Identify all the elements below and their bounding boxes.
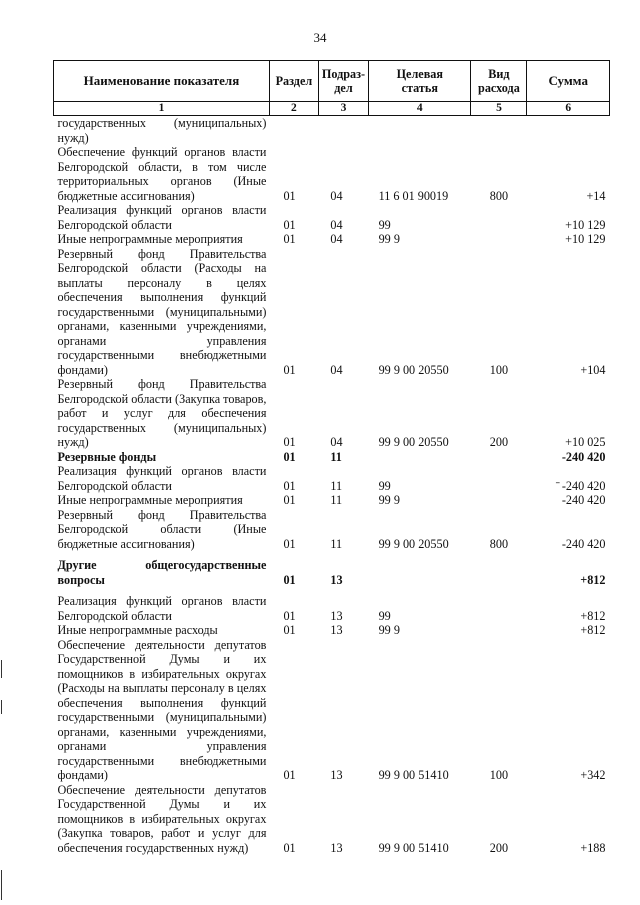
row-razdel: 01 bbox=[283, 572, 296, 587]
header-summa: Сумма bbox=[527, 61, 610, 102]
header-podrazdel: Подраз- дел bbox=[318, 61, 368, 102]
row-summa: +10 025 bbox=[565, 435, 606, 449]
table-row bbox=[54, 377, 610, 450]
row-vid bbox=[471, 464, 527, 493]
row-podrazdel: 04 bbox=[330, 435, 343, 449]
row-razdel: 01 bbox=[283, 362, 296, 377]
row-name: Обеспечение деятельности депутатов Государственной Думы и их помощников в избирательных округах (Расходы на выплаты персоналу в целях обеспечения выполнения функций государственными (муниципальными) органами, казенными учреждениями, органами управления государственными внебюджетными фондами) bbox=[57, 637, 267, 782]
row-razdel: 01 bbox=[283, 232, 296, 246]
row-name: Иные непрограммные мероприятия bbox=[57, 493, 243, 507]
row-summa: +812 bbox=[580, 572, 606, 587]
scan-edge-mark bbox=[1, 660, 2, 678]
row-razdel: 01 bbox=[283, 217, 296, 232]
row-celevaya: 99 9 00 20550 bbox=[378, 536, 449, 551]
column-number: 2 bbox=[269, 102, 318, 116]
row-celevaya: 99 9 00 51410 bbox=[378, 840, 449, 855]
budget-table bbox=[53, 60, 610, 855]
row-vid: 200 bbox=[489, 840, 509, 855]
row-celevaya: 99 9 00 20550 bbox=[378, 435, 449, 449]
row-podrazdel: 13 bbox=[330, 768, 343, 782]
row-summa: -240 420 bbox=[561, 536, 606, 551]
row-podrazdel: 13 bbox=[330, 572, 343, 587]
row-razdel: 01 bbox=[283, 188, 296, 203]
column-number: 4 bbox=[369, 102, 471, 116]
row-vid: 800 bbox=[489, 536, 509, 551]
row-razdel: 01 bbox=[283, 536, 296, 551]
row-name: государственных (муниципальных) нужд) bbox=[57, 116, 267, 145]
column-number: 6 bbox=[527, 102, 610, 116]
row-summa: +342 bbox=[580, 768, 606, 782]
row-vid bbox=[471, 203, 527, 232]
row-razdel: 01 bbox=[283, 478, 296, 493]
row-name: Резервный фонд Правительства Белгородской области (Закупка товаров, работ и услуг для обеспечения государственных (муниципальных) нужд) bbox=[57, 377, 267, 449]
row-vid bbox=[471, 450, 527, 465]
row-podrazdel: 13 bbox=[330, 840, 343, 855]
table-row bbox=[54, 551, 610, 587]
row-name: Иные непрограммные мероприятия bbox=[57, 232, 243, 246]
row-razdel: 01 bbox=[283, 449, 296, 464]
row-celevaya: 99 9 bbox=[378, 493, 400, 507]
row-name: Резервные фонды bbox=[57, 449, 157, 464]
row-summa-value: -240 420 bbox=[561, 478, 606, 493]
row-vid bbox=[471, 116, 527, 146]
header-razdel: Раздел bbox=[269, 61, 318, 102]
table-row bbox=[54, 450, 610, 465]
row-summa: +812 bbox=[580, 608, 606, 623]
row-name: Обеспечение деятельности депутатов Государственной Думы и их помощников в избирательных округах (Закупка товаров, работ и услуг для обеспечения государственных нужд) bbox=[57, 782, 267, 855]
row-razdel: 01 bbox=[283, 768, 296, 782]
table-row bbox=[54, 232, 610, 247]
header-name: Наименование показателя bbox=[54, 61, 270, 102]
row-celevaya: 99 bbox=[378, 217, 391, 232]
row-vid: 100 bbox=[489, 768, 509, 782]
row-vid: 200 bbox=[489, 435, 509, 449]
row-summa: +10 129 bbox=[565, 217, 606, 232]
row-celevaya bbox=[369, 551, 471, 587]
row-summa: -240 420 bbox=[561, 493, 606, 507]
row-celevaya: 99 9 bbox=[378, 623, 400, 637]
row-name: Резервный фонд Правительства Белгородской области (Иные бюджетные ассигнования) bbox=[57, 507, 267, 551]
row-vid bbox=[471, 551, 527, 587]
row-razdel: 01 bbox=[283, 493, 296, 507]
row-vid bbox=[471, 232, 527, 247]
row-celevaya: 99 9 bbox=[378, 232, 400, 246]
column-number: 3 bbox=[318, 102, 368, 116]
row-razdel: 01 bbox=[283, 435, 296, 449]
table-body bbox=[54, 116, 610, 856]
table-row bbox=[54, 493, 610, 508]
table-row bbox=[54, 638, 610, 783]
row-podrazdel: 13 bbox=[330, 608, 343, 623]
row-podrazdel: 04 bbox=[330, 362, 343, 377]
table-row bbox=[54, 587, 610, 623]
header-celevaya: Целевая статья bbox=[369, 61, 471, 102]
row-celevaya: 99 9 00 20550 bbox=[378, 362, 449, 377]
table-row bbox=[54, 116, 610, 146]
row-podrazdel: 11 bbox=[330, 493, 343, 507]
row-summa bbox=[527, 116, 610, 146]
row-name: Реализация функций органов власти Белгородской области bbox=[57, 594, 267, 623]
row-celevaya: 99 bbox=[378, 608, 391, 623]
row-name: Иные непрограммные расходы bbox=[57, 623, 218, 637]
row-podrazdel: 04 bbox=[330, 217, 343, 232]
row-razdel: 01 bbox=[283, 623, 296, 637]
header-vid: Вид расхода bbox=[471, 61, 527, 102]
row-vid bbox=[471, 493, 527, 508]
row-celevaya: 99 9 00 51410 bbox=[378, 768, 449, 782]
table-row bbox=[54, 623, 610, 638]
row-podrazdel: 04 bbox=[330, 188, 343, 203]
column-number: 1 bbox=[54, 102, 270, 116]
row-podrazdel: 11 bbox=[330, 449, 342, 464]
row-razdel: 01 bbox=[283, 608, 296, 623]
row-name: Реализация функций органов власти Белгородской области bbox=[57, 203, 267, 232]
row-summa: +188 bbox=[580, 840, 606, 855]
row-summa bbox=[527, 464, 610, 493]
row-celevaya bbox=[369, 450, 471, 465]
row-podrazdel: 04 bbox=[330, 232, 343, 246]
table-header-row bbox=[54, 61, 610, 102]
column-number: 5 bbox=[471, 102, 527, 116]
row-podrazdel: 13 bbox=[330, 623, 343, 637]
row-razdel bbox=[269, 116, 318, 146]
row-vid: 800 bbox=[489, 188, 509, 203]
page-number: 34 bbox=[313, 30, 327, 45]
row-summa: -240 420 bbox=[561, 449, 606, 464]
table-row bbox=[54, 783, 610, 856]
table-row bbox=[54, 508, 610, 552]
row-vid bbox=[471, 587, 527, 623]
row-name: Реализация функций органов власти Белгородской области bbox=[57, 464, 267, 493]
table-row bbox=[54, 203, 610, 232]
row-vid: 100 bbox=[489, 362, 509, 377]
row-celevaya: 11 6 01 90019 bbox=[378, 188, 449, 203]
row-name: Другие общегосударственные вопросы bbox=[57, 558, 267, 587]
scan-edge-mark bbox=[1, 870, 2, 900]
row-vid bbox=[471, 623, 527, 638]
row-razdel: 01 bbox=[283, 840, 296, 855]
row-podrazdel bbox=[318, 116, 368, 146]
row-podrazdel: 11 bbox=[330, 478, 343, 493]
scan-edge-mark bbox=[1, 700, 2, 714]
row-summa: +14 bbox=[586, 188, 606, 203]
table-row bbox=[54, 247, 610, 378]
row-podrazdel: 11 bbox=[330, 536, 343, 551]
row-summa: +812 bbox=[580, 623, 606, 637]
row-summa: +104 bbox=[580, 362, 606, 377]
row-summa: +10 129 bbox=[565, 232, 606, 246]
table-row bbox=[54, 145, 610, 203]
row-celevaya bbox=[369, 116, 471, 146]
column-number-row bbox=[54, 102, 610, 116]
row-celevaya: 99 bbox=[378, 478, 391, 493]
row-name: Обеспечение функций органов власти Белгородской области, в том числе территориальных органов (Иные бюджетные ассигнования) bbox=[57, 145, 267, 203]
row-name: Резервный фонд Правительства Белгородской области (Расходы на выплаты персоналу в целях обеспечения выполнения функций государственными (муниципальными) органами, казенными учреждениями, органами управления государственными внебюджетными фондами) bbox=[57, 246, 267, 377]
scan-mark: ˉ bbox=[555, 478, 560, 493]
table-row bbox=[54, 464, 610, 493]
